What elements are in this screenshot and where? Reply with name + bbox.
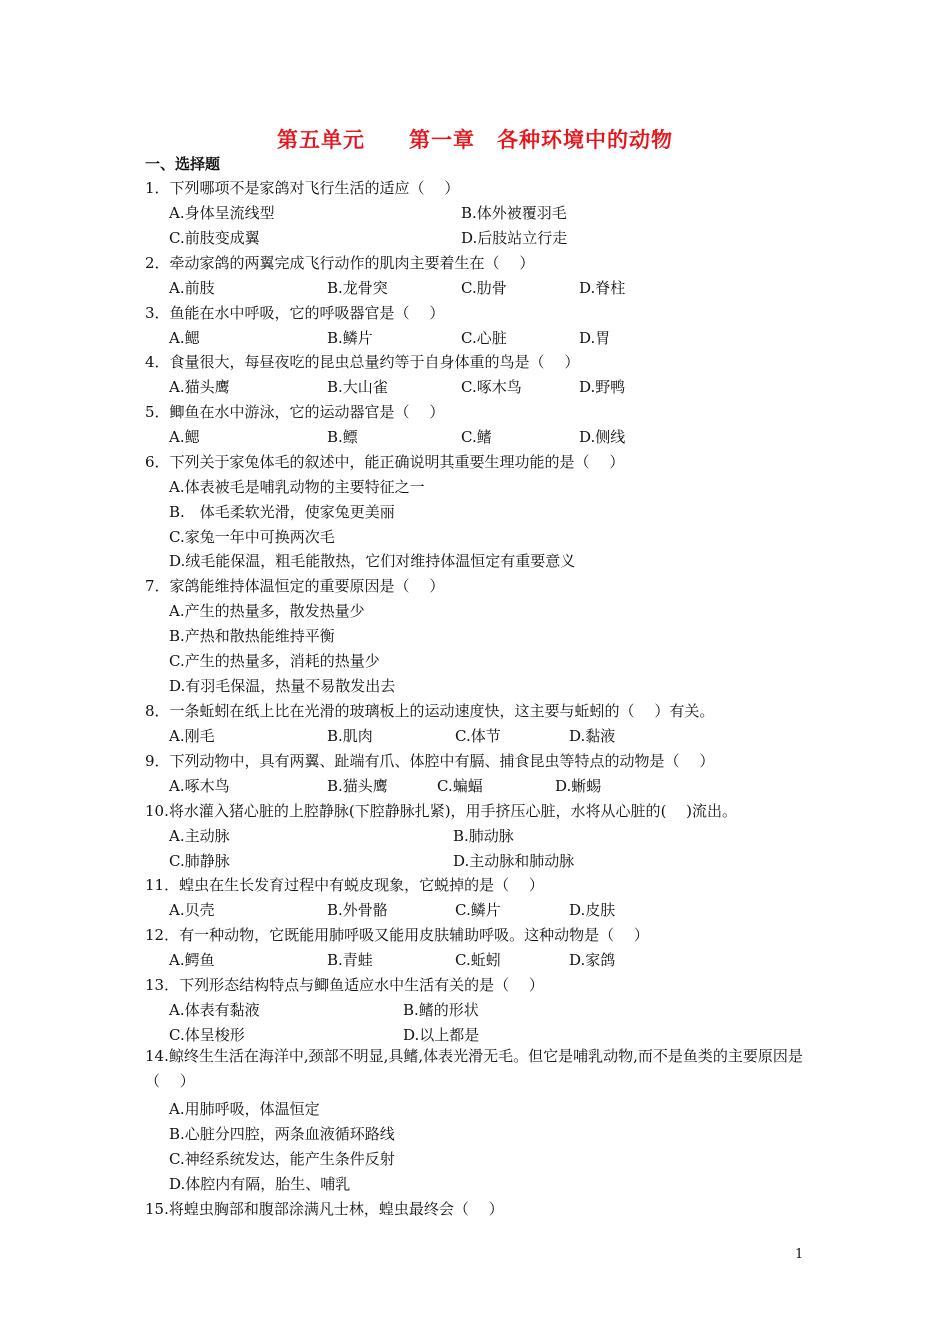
question-11-option-c: C.鳞片 [455,901,501,919]
question-14-option-c: C.神经系统发达，能产生条件反射 [169,1150,395,1168]
question-1-stem: 1．下列哪项不是家鸽对飞行生活的适应（ ） [145,179,460,197]
question-3-stem: 3．鱼能在水中呼吸，它的呼吸器官是（ ） [145,304,445,322]
question-7-option-d: D.有羽毛保温，热量不易散发出去 [169,677,396,695]
page-title: 第五单元 第一章 各种环境中的动物 [277,127,673,152]
question-6-option-a: A.体表被毛是哺乳动物的主要特征之一 [169,478,425,496]
question-1-option-d: D.后肢站立行走 [461,229,568,247]
question-13-option-d: D.以上都是 [403,1026,480,1044]
question-2-stem: 2．牵动家鸽的两翼完成飞行动作的肌肉主要着生在（ ） [145,254,535,272]
question-13-option-c: C.体呈梭形 [169,1026,245,1044]
question-7-stem: 7．家鸽能维持体温恒定的重要原因是（ ） [145,577,445,595]
question-6-option-d: D.绒毛能保温，粗毛能散热，它们对维持体温恒定有重要意义 [169,552,576,570]
question-5-option-d: D.侧线 [579,428,626,446]
question-9-option-c: C.蝙蝠 [437,777,483,795]
question-1-option-a: A.身体呈流线型 [169,204,275,222]
question-12-stem: 12．有一种动物，它既能用肺呼吸又能用皮肤辅助呼吸。这种动物是（ ） [145,926,649,944]
question-3-option-a: A.鳃 [169,329,200,347]
question-13-option-b: B.鳍的形状 [403,1001,479,1019]
question-2-option-c: C.肋骨 [461,279,507,297]
question-11-stem: 11．蝗虫在生长发育过程中有蜕皮现象，它蜕掉的是（ ） [145,876,544,894]
question-5-option-a: A.鳃 [169,428,200,446]
question-12-option-d: D.家鸽 [569,951,616,969]
question-9-option-a: A.啄木鸟 [169,777,230,795]
question-14-option-d: D.体腔内有隔，胎生、哺乳 [169,1175,351,1193]
question-5-stem: 5．鲫鱼在水中游泳，它的运动器官是（ ） [145,403,445,421]
question-14-stem: 14.鲸终生生活在海洋中,颈部不明显,具鳍,体表光滑无毛。但它是哺乳动物,而不是鱼类的主要原因是（ ） [145,1047,803,1090]
question-7-option-a: A.产生的热量多，散发热量少 [169,602,365,620]
question-12-option-c: C.蚯蚓 [455,951,501,969]
question-13-stem: 13．下列形态结构特点与鲫鱼适应水中生活有关的是（ ） [145,976,544,994]
question-2-option-d: D.脊柱 [579,279,626,297]
question-11-option-d: D.皮肤 [569,901,616,919]
question-3-option-b: B.鳞片 [327,329,373,347]
question-8-option-b: B.肌肉 [327,727,373,745]
question-4-option-d: D.野鸭 [579,378,626,396]
question-13-option-a: A.体表有黏液 [169,1001,260,1019]
question-4-option-c: C.啄木鸟 [461,378,522,396]
question-12-option-a: A.鳄鱼 [169,951,215,969]
question-4-stem: 4．食量很大，每昼夜吃的昆虫总量约等于自身体重的鸟是（ ） [145,353,580,371]
question-14-option-a: A.用肺呼吸，体温恒定 [169,1100,320,1118]
question-10-option-d: D.主动脉和肺动脉 [453,852,575,870]
page-number: 1 [795,1247,804,1262]
question-4-option-b: B.大山雀 [327,378,388,396]
question-11-option-b: B.外骨骼 [327,901,388,919]
question-14-option-b: B.心脏分四腔，两条血液循环路线 [169,1125,395,1143]
question-12-option-b: B.青蛙 [327,951,373,969]
question-15-stem: 15.将蝗虫胸部和腹部涂满凡士林，蝗虫最终会（ ） [145,1200,504,1218]
question-11-option-a: A.贝壳 [169,901,215,919]
question-9-option-b: B.猫头鹰 [327,777,388,795]
question-3-option-d: D.胃 [579,329,611,347]
question-8-option-a: A.刚毛 [169,727,215,745]
question-8-option-c: C.体节 [455,727,501,745]
question-6-option-b: B. 体毛柔软光滑，使家兔更美丽 [169,503,395,521]
question-7-option-b: B.产热和散热能维持平衡 [169,627,335,645]
question-3-option-c: C.心脏 [461,329,507,347]
question-6-option-c: C.家兔一年中可换两次毛 [169,528,335,546]
question-7-option-c: C.产生的热量多，消耗的热量少 [169,652,380,670]
question-10-option-c: C.肺静脉 [169,852,230,870]
question-2-option-b: B.龙骨突 [327,279,388,297]
question-10-stem: 10.将水灌入猪心脏的上腔静脉(下腔静脉扎紧)，用手挤压心脏，水将从心脏的( )流出。 [145,802,738,820]
question-6-stem: 6．下列关于家兔体毛的叙述中，能正确说明其重要生理功能的是（ ） [145,453,625,471]
question-10-option-b: B.肺动脉 [453,827,514,845]
question-9-option-d: D.蜥蜴 [555,777,602,795]
question-8-stem: 8．一条蚯蚓在纸上比在光滑的玻璃板上的运动速度快，这主要与蚯蚓的（ ）有关。 [145,702,715,720]
question-8-option-d: D.黏液 [569,727,616,745]
question-10-option-a: A.主动脉 [169,827,230,845]
question-9-stem: 9．下列动物中，具有两翼、趾端有爪、体腔中有膈、捕食昆虫等特点的动物是（ ） [145,752,715,770]
question-2-option-a: A.前肢 [169,279,215,297]
question-1-option-b: B.体外被覆羽毛 [461,204,567,222]
question-5-option-b: B.鳔 [327,428,358,446]
question-4-option-a: A.猫头鹰 [169,378,230,396]
question-1-option-c: C.前肢变成翼 [169,229,260,247]
question-5-option-c: C.鳍 [461,428,492,446]
section-heading: 一、选择题 [145,155,221,173]
